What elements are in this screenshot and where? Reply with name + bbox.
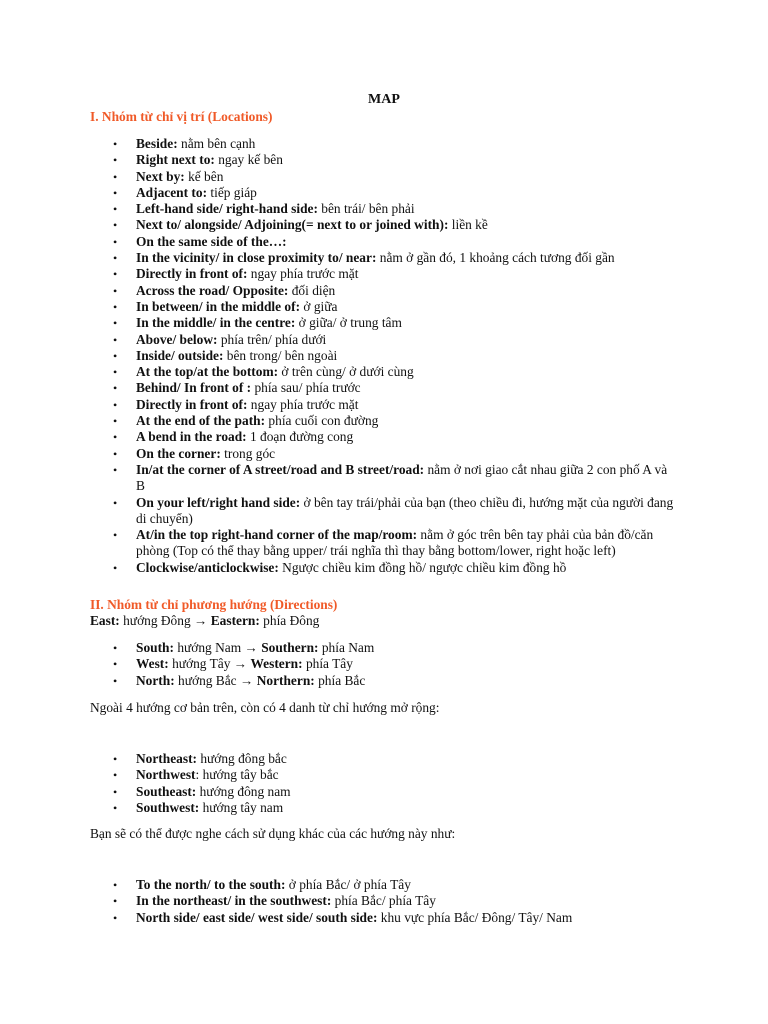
definition: bên trong/ bên ngoài xyxy=(223,347,338,363)
definition: phía Bắc/ phía Tây xyxy=(331,893,436,909)
list-item xyxy=(0,673,768,689)
term: On the corner: xyxy=(136,445,221,461)
list-item xyxy=(0,299,768,315)
list-item xyxy=(0,217,768,233)
definition: ngay phía trước mặt xyxy=(247,396,359,412)
east-line xyxy=(90,613,690,629)
term: Adjacent to: xyxy=(136,184,208,200)
list-item xyxy=(0,877,768,893)
term: In/at the corner of A street/road and B street/road: xyxy=(136,461,425,477)
definition: hướng Tây → xyxy=(168,656,251,672)
list-item xyxy=(0,910,768,926)
list-item xyxy=(0,656,768,672)
list-item xyxy=(0,234,768,250)
term: West: xyxy=(136,656,169,672)
term: Southern: xyxy=(261,640,319,655)
term: North side/ east side/ west side/ south side: xyxy=(136,909,378,925)
term: Right next to: xyxy=(136,152,215,168)
definition: phía Tây xyxy=(302,656,353,672)
term: At the top/at the bottom: xyxy=(136,364,279,380)
list-item xyxy=(0,283,768,299)
term: In the middle/ in the centre: xyxy=(136,315,296,331)
term: Directly in front of: xyxy=(136,266,248,282)
definition: kế bên xyxy=(184,168,224,184)
term: Northeast: xyxy=(136,751,197,766)
definition: phía Nam xyxy=(318,640,375,655)
definition: tiếp giáp xyxy=(207,184,257,200)
list-item xyxy=(0,185,768,201)
definition: ở giữa/ ở trung tâm xyxy=(295,315,402,331)
list-item xyxy=(0,893,768,909)
term: At/in the top right-hand corner of the map/room: xyxy=(136,527,418,543)
term: On the same side of the…: xyxy=(136,233,287,249)
definition: Ngược chiều kim đồng hồ/ ngược chiều kim đồng hồ xyxy=(278,559,567,575)
section1-heading: I. Nhóm từ chỉ vị trí (Locations) xyxy=(90,109,273,124)
term: On your left/right hand side: xyxy=(136,494,301,510)
definition: hướng Đông → xyxy=(119,613,211,628)
term: Next by: xyxy=(136,168,185,184)
list-item xyxy=(0,397,768,413)
list-item xyxy=(0,201,768,217)
term: Above/ below: xyxy=(136,331,218,347)
list-item xyxy=(0,266,768,282)
definition: ở giữa xyxy=(300,298,338,314)
term: Beside: xyxy=(136,136,178,151)
list-item xyxy=(0,429,768,445)
definition: phía Bắc xyxy=(314,672,366,688)
term: In the vicinity/ in close proximity to/ near: xyxy=(136,250,377,266)
definition: phía sau/ phía trước xyxy=(251,380,361,396)
definition: ở trên cùng/ ở dưới cùng xyxy=(278,364,414,380)
page-title: MAP xyxy=(368,92,400,107)
definition: nằm bên cạnh xyxy=(177,136,256,151)
definition: hướng đông bắc xyxy=(196,751,287,766)
list-item xyxy=(0,462,768,495)
list-item xyxy=(0,332,768,348)
definition: khu vực phía Bắc/ Đông/ Tây/ Nam xyxy=(377,909,573,925)
term: In between/ in the middle of: xyxy=(136,298,301,314)
term: Left-hand side/ right-hand side: xyxy=(136,201,318,217)
definition: ngay phía trước mặt xyxy=(247,266,359,282)
extended-intro: Ngoài 4 hướng cơ bản trên, còn có 4 danh từ chỉ hướng mở rộng: xyxy=(90,700,440,715)
term: Directly in front of: xyxy=(136,396,248,412)
definition: nằm ở gần đó, 1 khoảng cách tương đối gần xyxy=(376,250,615,266)
definition: liền kề xyxy=(448,217,488,233)
list-item xyxy=(0,364,768,380)
definition: 1 đoạn đường cong xyxy=(246,429,354,445)
definition: phía cuối con đường xyxy=(265,413,379,429)
term: South: xyxy=(136,640,174,655)
term: At the end of the path: xyxy=(136,413,266,429)
list-item xyxy=(0,413,768,429)
term: Northwest xyxy=(136,767,196,783)
definition: nằm ở góc trên bên tay phải của bản đồ/căn phòng (Top có thể thay bằng upper/ trái nghĩa thì thay bằng bottom/lower, right hoặc left) xyxy=(136,527,654,559)
list-item xyxy=(0,800,768,816)
usage-intro: Bạn sẽ có thể được nghe cách sử dụng khác của các hướng này như: xyxy=(90,826,456,841)
term: A bend in the road: xyxy=(136,429,247,445)
definition: hướng tây nam xyxy=(199,799,284,815)
term: Eastern: xyxy=(210,613,260,628)
definition: ngay kế bên xyxy=(214,152,283,168)
term: Clockwise/anticlockwise: xyxy=(136,559,279,575)
list-item xyxy=(0,560,768,576)
definition: hướng Bắc → xyxy=(174,672,257,688)
extended-list xyxy=(0,751,768,816)
term: Northern: xyxy=(256,672,315,688)
term: Inside/ outside: xyxy=(136,347,224,363)
list-item xyxy=(0,250,768,266)
definition: : hướng tây bắc xyxy=(195,767,279,783)
term: Southwest: xyxy=(136,799,200,815)
term: Across the road/ Opposite: xyxy=(136,282,289,298)
list-item xyxy=(0,169,768,185)
definition: ở phía Bắc/ ở phía Tây xyxy=(285,877,411,892)
list-item xyxy=(0,767,768,783)
usage-list xyxy=(0,877,768,926)
definition: hướng đông nam xyxy=(196,783,291,799)
definition: phía Đông xyxy=(259,613,320,628)
list-item xyxy=(0,315,768,331)
list-item xyxy=(0,380,768,396)
definition: nằm ở nơi giao cắt nhau giữa 2 con phố A và B xyxy=(136,461,668,494)
definition: trong góc xyxy=(220,445,276,461)
definition: bên trái/ bên phải xyxy=(317,201,415,217)
term: In the northeast/ in the southwest: xyxy=(136,893,332,909)
term: North: xyxy=(136,672,175,688)
definition: phía trên/ phía dưới xyxy=(217,331,327,347)
list-item xyxy=(0,751,768,767)
list-item xyxy=(0,640,768,656)
definition: hướng Nam → xyxy=(173,640,262,655)
list-item xyxy=(0,446,768,462)
term: To the north/ to the south: xyxy=(136,877,286,892)
term: Western: xyxy=(250,656,303,672)
list-item xyxy=(0,152,768,168)
definition: đối diện xyxy=(288,282,336,298)
section2-heading: II. Nhóm từ chỉ phương hướng (Directions) xyxy=(90,597,338,612)
definition: ở bên tay trái/phải của bạn (theo chiều đi, hướng mặt của người đang di chuyển) xyxy=(136,494,674,526)
cardinal-list xyxy=(0,640,768,689)
term: Next to/ alongside/ Adjoining(= next to or joined with): xyxy=(136,217,449,233)
locations-list xyxy=(0,136,768,576)
term: Southeast: xyxy=(136,783,197,799)
list-item xyxy=(0,348,768,364)
list-item xyxy=(0,784,768,800)
list-item xyxy=(0,136,768,152)
list-item xyxy=(0,527,768,560)
list-item xyxy=(0,495,768,528)
term: Behind/ In front of : xyxy=(136,380,252,396)
term: East: xyxy=(90,613,120,628)
